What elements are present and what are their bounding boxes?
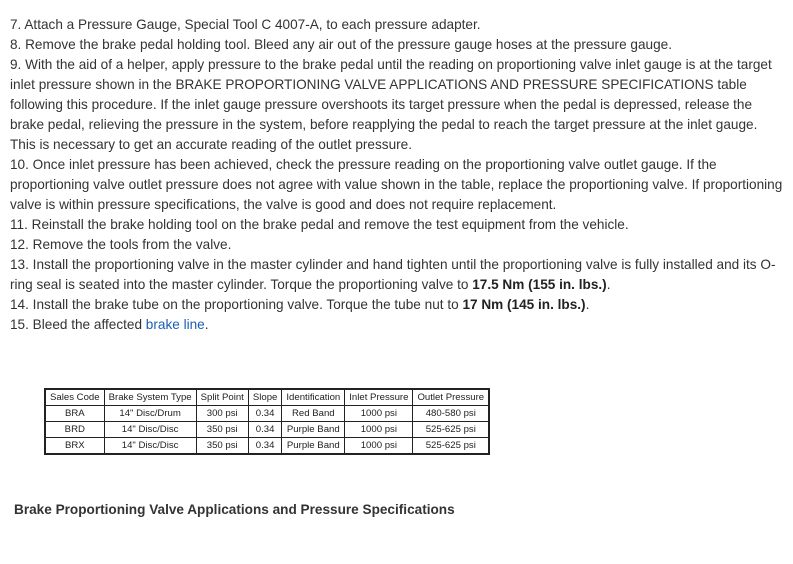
step-15-text: 15. Bleed the affected <box>10 317 146 332</box>
step-12: 12. Remove the tools from the valve. <box>10 237 232 252</box>
table-cell: BRX <box>45 438 104 455</box>
table-cell: 14" Disc/Drum <box>104 406 196 422</box>
table-row <box>45 422 489 438</box>
step-14-text: 14. Install the brake tube on the proportioning valve. Torque the tube nut to <box>10 297 463 312</box>
procedure-steps <box>10 15 785 335</box>
table-row <box>45 406 489 422</box>
table-cell: 1000 psi <box>345 422 413 438</box>
column-header: Outlet Pressure <box>413 389 489 406</box>
table-cell: 350 psi <box>196 438 248 455</box>
table-cell: 300 psi <box>196 406 248 422</box>
table-cell: Purple Band <box>282 422 345 438</box>
table-header-row <box>45 389 489 406</box>
table-cell: 350 psi <box>196 422 248 438</box>
step-13 <box>10 255 785 295</box>
step-15-end: . <box>204 317 209 332</box>
table-cell: 0.34 <box>248 438 282 455</box>
table-cell: 525-625 psi <box>413 422 489 438</box>
step-14-end: . <box>585 297 590 312</box>
table-cell: 480-580 psi <box>413 406 489 422</box>
table-cell: Red Band <box>282 406 345 422</box>
brake-line-link[interactable]: brake line <box>145 317 205 332</box>
column-header: Brake System Type <box>104 389 196 406</box>
torque-value: 17 Nm (145 in. lbs.) <box>462 297 586 312</box>
table-cell: 0.34 <box>248 422 282 438</box>
table-caption: Brake Proportioning Valve Applications and Pressure Specifications <box>14 502 455 517</box>
table-cell: 0.34 <box>248 406 282 422</box>
step-9: 9. With the aid of a helper, apply pressure to the brake pedal until the reading on proportioning valve inlet gauge is at the target inlet pressure shown in the BRAKE PROPORTIONING VALVE APPLICATIONS AND PRESSURE SPECIFICATIONS table following this procedure. If the inlet gauge pressure overshoots its target pressure when the pedal is depressed, release the brake pedal, relieving the pressure in the system, before reapplying the pedal to reach the target pressure at the inlet gauge. This is necessary to get an accurate reading of the outlet pressure. <box>10 57 772 152</box>
table-cell: BRD <box>45 422 104 438</box>
table-cell: BRA <box>45 406 104 422</box>
column-header: Inlet Pressure <box>345 389 413 406</box>
step-13-text: 13. Install the proportioning valve in the master cylinder and hand tighten until the proportioning valve is fully installed and its O-ring seal is seated into the master cylinder. Torque the proportioning valve to <box>10 257 776 292</box>
table-cell: 1000 psi <box>345 406 413 422</box>
column-header: Split Point <box>196 389 248 406</box>
step-13-end: . <box>606 277 611 292</box>
table-cell: 14" Disc/Disc <box>104 422 196 438</box>
column-header: Identification <box>282 389 345 406</box>
table-cell: 1000 psi <box>345 438 413 455</box>
column-header: Slope <box>248 389 282 406</box>
torque-value: 17.5 Nm (155 in. lbs.) <box>472 277 607 292</box>
table-row <box>45 438 489 455</box>
step-7: 7. Attach a Pressure Gauge, Special Tool C 4007-A, to each pressure adapter. <box>10 17 481 32</box>
column-header: Sales Code <box>45 389 104 406</box>
step-11: 11. Reinstall the brake holding tool on the brake pedal and remove the test equipment from the vehicle. <box>10 217 629 232</box>
step-14 <box>10 295 785 315</box>
specifications-table <box>44 388 490 455</box>
table-cell: Purple Band <box>282 438 345 455</box>
table-cell: 14" Disc/Disc <box>104 438 196 455</box>
step-8: 8. Remove the brake pedal holding tool. Bleed any air out of the pressure gauge hoses at the pressure gauge. <box>10 37 672 52</box>
step-15 <box>10 315 785 335</box>
step-10: 10. Once inlet pressure has been achieved, check the pressure reading on the proportioning valve outlet gauge. If the proportioning valve outlet pressure does not agree with value shown in the table, replace the proportioning valve. If proportioning valve is within pressure specifications, the valve is good and does not require replacement. <box>10 157 783 212</box>
table-cell: 525-625 psi <box>413 438 489 455</box>
